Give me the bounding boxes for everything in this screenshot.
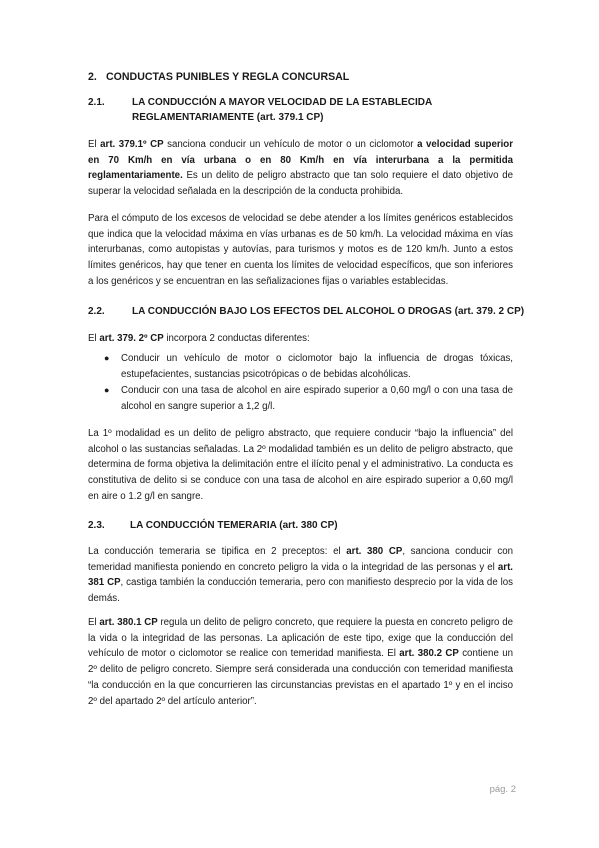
bullet-icon: ● <box>104 385 110 396</box>
subsection-number: 2.2. <box>88 306 105 317</box>
list-item: ● Conducir un vehículo de motor o ciclomotor bajo la influencia de drogas tóxicas, estupefacientes, sustancias psicotrópicas o de bebidas alcohólicas. <box>104 353 513 380</box>
subsection-title: LA CONDUCCIÓN A MAYOR VELOCIDAD DE LA ESTABLECIDA REGLAMENTARIAMENTE (art. 379.1 CP) <box>132 97 432 123</box>
section-heading <box>88 70 528 84</box>
paragraph: El art. 379.1º CP sanciona conducir un vehículo de motor o un ciclomotor a velocidad superior en 70 Km/h en vía urbana o en 80 Km/h en vía interurbana a la permitida reglamentariamente. Es un delito de peligro abstracto que tan solo requiere el dato objetivo de superar la velocidad señalada en la descripción de la conducta prohibida. <box>88 139 513 198</box>
paragraph: La conducción temeraria se tipifica en 2 preceptos: el art. 380 CP, sanciona conducir con temeridad manifiesta poniendo en concreto peligro la vida o la integridad de las personas y el art. 381 CP, castiga también la conducción temeraria, pero con manifiesto desprecio por la vida de los demás. <box>88 546 514 605</box>
section-number: 2. <box>88 71 97 83</box>
list-item: ● Conducir con una tasa de alcohol en aire espirado superior a 0,60 mg/l o con una tasa de alcohol en sangre superior a 1,2 g/l. <box>104 385 513 413</box>
paragraph: Para el cómputo de los excesos de velocidad se debe atender a los límites genéricos establecidos que indica que la velocidad máxima en vías urbanas es de 50 km/h. La velocidad máxima en vías interurbanas, como autopistas y autovías, para turismos y motos es de 120 km/h. Junto a estos límites genéricos, hay que tener en cuenta los límites de velocidad específicos, que son inferiores a los genéricos y se encuentran en las señalizaciones fijas o variables establecidas. <box>88 213 513 287</box>
subsection-heading-2-2 <box>88 304 528 319</box>
paragraph: El art. 380.1 CP regula un delito de peligro concreto, que requiere la puesta en concreto peligro de la vida o la integridad de las personas. La aplicación de este tipo, exige que la conducción del vehículo de motor o ciclomotor se realice con temeridad manifiesta. El art. 380.2 CP contiene un 2º delito de peligro concreto. Siempre será considerada una conducción con temeridad manifiesta “la conducción en la que concurrieren las circunstancias previstas en el apartado 1º y en el inciso 2º del apartado 2º del artículo anterior”. <box>88 617 513 707</box>
bullet-icon: ● <box>104 353 110 363</box>
page-number: pág. 2 <box>489 784 516 795</box>
subsection-title: LA CONDUCCIÓN BAJO LOS EFECTOS DEL ALCOHOL O DROGAS (art. 379. 2 CP) <box>132 306 525 317</box>
subsection-number: 2.3. <box>88 520 105 531</box>
section-title: CONDUCTAS PUNIBLES Y REGLA CONCURSAL <box>106 71 350 83</box>
subsection-title: LA CONDUCCIÓN TEMERARIA (art. 380 CP) <box>130 520 338 531</box>
subsection-number: 2.1. <box>88 97 105 108</box>
bullet-list <box>88 351 513 415</box>
paragraph: La 1º modalidad es un delito de peligro abstracto, que requiere conducir “bajo la influencia” del alcohol o las sustancias señaladas. La 2º modalidad también es un delito de peligro abstracto, que determina de forma objetiva la delimitación entre el ilícito penal y el administrativo. La conducta es constitutiva de delito si se conduce con una tasa de alcohol en aire espirado superior a 0,60 mg/l en aire o 1.2 g/l en sangre. <box>88 428 513 502</box>
subsection-heading-2-1 <box>88 95 528 125</box>
subsection-heading-2-3 <box>88 518 528 533</box>
paragraph: El art. 379. 2º CP incorpora 2 conductas diferentes: <box>88 333 310 344</box>
